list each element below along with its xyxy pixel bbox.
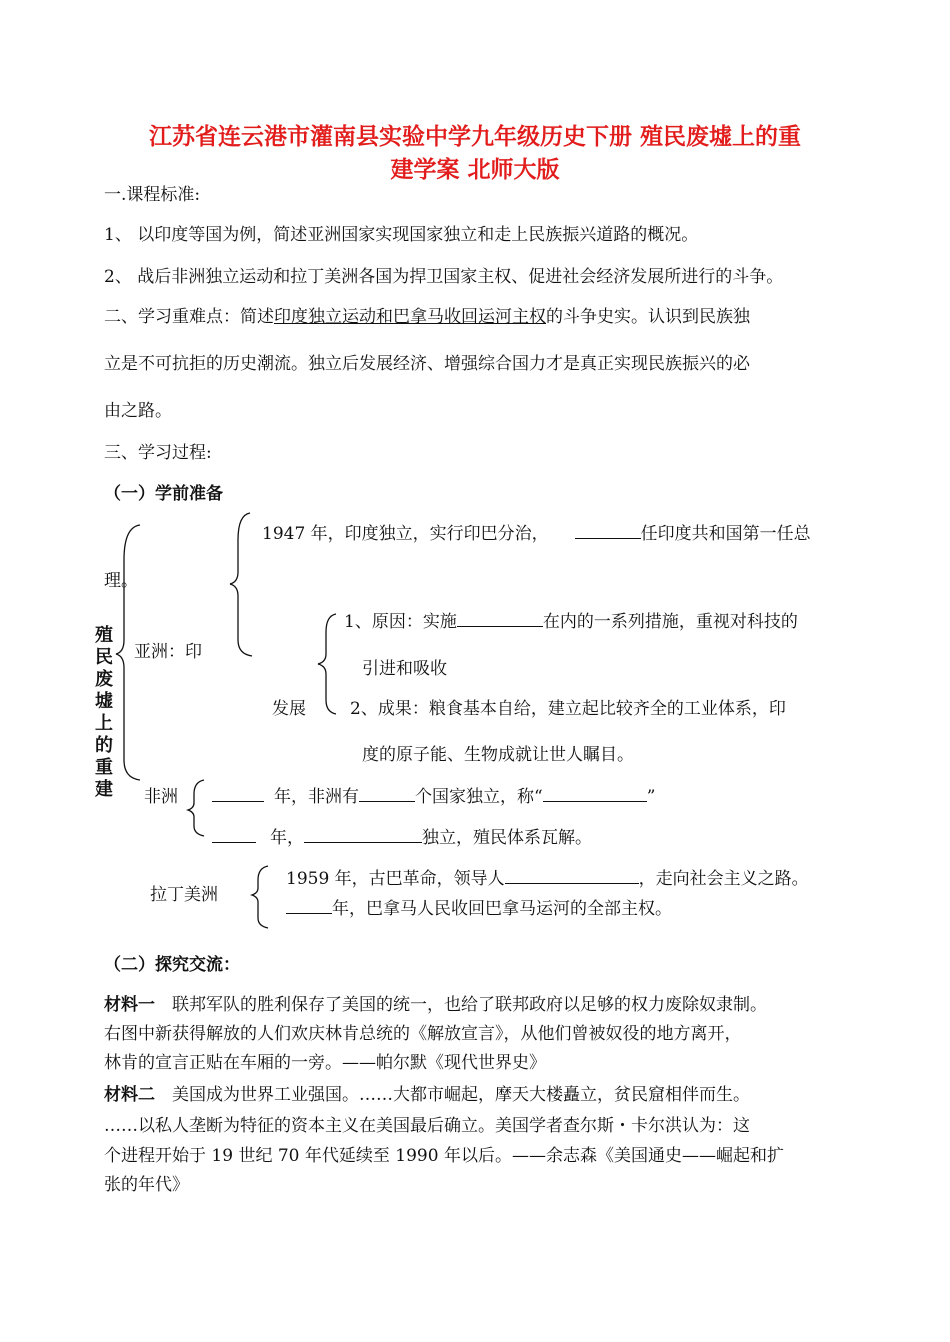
material1-line1 xyxy=(104,990,767,1015)
material2-line2: ……以私人垄断为特征的资本主义在美国最后确立。美国学者查尔斯・卡尔洪认为：这 xyxy=(104,1116,750,1136)
section3-sub1: （一）学前准备 xyxy=(104,484,223,504)
latam-line2-text: 年，巴拿马人民收回巴拿马运河的全部主权。 xyxy=(332,899,672,919)
africa-line2-text2: 独立，殖民体系瓦解。 xyxy=(422,828,592,848)
section1-item2: 2、 战后非洲独立运动和拉丁美洲各国为捍卫国家主权、促进社会经济发展所进行的斗争。 xyxy=(104,267,784,287)
section1-item1: 1、 以印度等国为例，简述亚洲国家实现国家独立和走上民族振兴道路的概况。 xyxy=(104,225,699,245)
section2-line3: 由之路。 xyxy=(104,401,172,421)
africa-line2-text: 年， xyxy=(270,828,304,848)
blank-africa-country[interactable] xyxy=(304,824,422,843)
develop-bracket xyxy=(318,614,336,714)
develop-cause-line1 xyxy=(344,607,798,632)
africa-label: 非洲 xyxy=(144,787,178,807)
material2-label: 材料二 xyxy=(104,1085,155,1105)
section2-prefix: 二、学习重难点：简述 xyxy=(104,307,274,327)
material2-line4: 张的年代》 xyxy=(104,1175,189,1195)
asia-li-text: 理。 xyxy=(104,571,138,591)
material2-text1: 美国成为世界工业强国。……大都市崛起，摩天大楼矗立，贫民窟相伴而生。 xyxy=(155,1085,750,1105)
latam-label: 拉丁美洲 xyxy=(150,885,218,905)
develop-cause-line2: 引进和吸收 xyxy=(362,659,447,679)
material2-line1 xyxy=(104,1080,750,1105)
africa-line1-text: 年，非洲有 xyxy=(274,787,359,807)
cause-text2: 在内的一系列措施，重视对科技的 xyxy=(542,612,798,632)
material1-label: 材料一 xyxy=(104,995,155,1015)
latam-bracket xyxy=(252,866,268,928)
asia-label: 亚洲：印 xyxy=(134,642,202,662)
africa-line1 xyxy=(212,782,655,807)
latam-line2 xyxy=(286,894,672,919)
section2-line2: 立是不可抗拒的历史潮流。独立后发展经济、增强综合国力才是真正实现民族振兴的必 xyxy=(104,354,750,374)
material1-line2: 右图中新获得解放的人们欢庆林肯总统的《解放宣言》，从他们曾被奴役的地方离开， xyxy=(104,1024,742,1044)
material1-text1: 联邦军队的胜利保存了美国的统一，也给了联邦政府以足够的权力废除奴隶制。 xyxy=(155,995,767,1015)
section3-sub2: （二）探究交流： xyxy=(104,955,240,975)
africa-line2 xyxy=(212,823,592,848)
document-title-line1: 江苏省连云港市灌南县实验中学九年级历史下册 殖民废墟上的重 xyxy=(148,124,801,150)
cause-text: 1、原因：实施 xyxy=(344,612,457,632)
blank-cuba-leader[interactable] xyxy=(505,865,639,884)
section3-heading: 三、学习过程: xyxy=(104,443,212,463)
asia-line1-text: 1947 年，印度独立，实行印巴分治， xyxy=(262,524,549,544)
section2-suffix: 的斗争史实。认识到民族独 xyxy=(546,307,750,327)
asia-line1 xyxy=(262,519,811,544)
diagram-root-label: 殖民废墟上的重建 xyxy=(95,625,113,800)
material2-line3: 个进程开始于 19 世纪 70 年代延续至 1990 年以后。——余志森《美国通史——崛起和扩 xyxy=(104,1146,784,1166)
latam-line1-text2: ，走向社会主义之路。 xyxy=(638,869,809,889)
blank-africa-name[interactable] xyxy=(543,783,647,802)
blank-panama-year[interactable] xyxy=(286,895,332,914)
asia-bracket xyxy=(230,513,252,656)
blank-cause[interactable] xyxy=(457,608,543,627)
latam-line1 xyxy=(286,864,809,889)
material1-line3: 林肯的宣言正贴在车厢的一旁。——帕尔默《现代世界史》 xyxy=(104,1053,546,1073)
develop-result-line2: 度的原子能、生物成就让世人瞩目。 xyxy=(362,745,634,765)
asia-line1-text2: 任印度共和国第一任总 xyxy=(640,524,811,544)
develop-result-line1: 2、成果：粮食基本自给，建立起比较齐全的工业体系，印 xyxy=(350,699,786,719)
blank-india-pm[interactable] xyxy=(575,520,641,539)
document-title-line2: 建学案 北师大版 xyxy=(390,157,560,183)
develop-label: 发展 xyxy=(272,699,306,719)
africa-line1-quote: ” xyxy=(646,787,656,807)
section1-heading: 一.课程标准: xyxy=(104,185,201,205)
africa-line1-text2: 个国家独立，称“ xyxy=(415,787,543,807)
section2-underlined: 印度独立运动和巴拿马收回运河主权 xyxy=(274,307,546,327)
latam-line1-text: 1959 年，古巴革命，领导人 xyxy=(286,869,505,889)
blank-africa-year2[interactable] xyxy=(212,824,256,843)
africa-bracket xyxy=(188,780,204,836)
blank-africa-year1[interactable] xyxy=(212,783,264,802)
blank-africa-count[interactable] xyxy=(359,783,415,802)
